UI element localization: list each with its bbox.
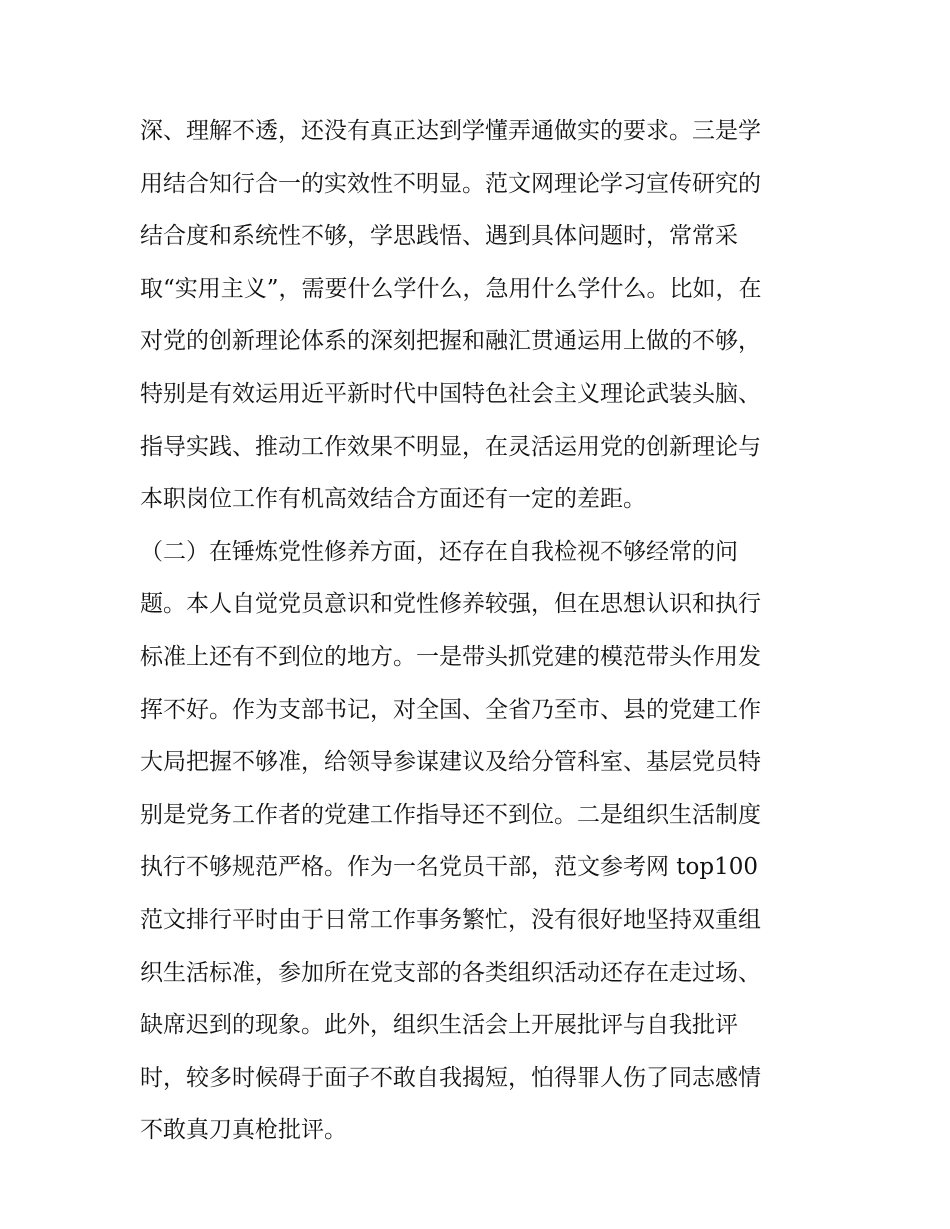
- text-line: 标准上还有不到位的地方。一是带头抓党建的模范带头作用发: [140, 643, 761, 670]
- text-line: 别是党务工作者的党建工作指导还不到位。二是组织生活制度: [140, 801, 761, 828]
- text-line: 不敢真刀真枪批评。: [140, 1117, 347, 1144]
- text-line: 织生活标准，参加所在党支部的各类组织活动还存在走过场、: [140, 959, 761, 986]
- text-line: 深、理解不透，还没有真正达到学懂弄通做实的要求。三是学: [140, 118, 761, 144]
- text-line: 挥不好。作为支部书记，对全国、全省乃至市、县的党建工作: [140, 696, 761, 723]
- text-line: 指导实践、推动工作效果不明显，在灵活运用党的创新理论与: [140, 433, 761, 460]
- text-line: 范文排行平时由于日常工作事务繁忙，没有很好地坚持双重组: [140, 906, 761, 933]
- text-line: 结合度和系统性不够，学思践悟、遇到具体问题时，常常采: [140, 223, 738, 250]
- text-line: 对党的创新理论体系的深刻把握和融汇贯通运用上做的不够，: [140, 328, 761, 355]
- text-line: 特别是有效运用近平新时代中国特色社会主义理论武装头脑、: [140, 380, 761, 407]
- text-line: 题。本人自觉党员意识和党性修养较强，但在思想认识和执行: [140, 591, 761, 618]
- text-line: 缺席迟到的现象。此外，组织生活会上开展批评与自我批评: [140, 1012, 738, 1039]
- text-line: 本职岗位工作有机高效结合方面还有一定的差距。: [140, 486, 646, 513]
- body-text: [140, 105, 820, 1157]
- section-heading-line: （二）在锤炼党性修养方面，还存在自我检视不够经常的问: [140, 538, 738, 565]
- text-line: 执行不够规范严格。作为一名党员干部，范文参考网 top100: [140, 854, 759, 881]
- text-line: 大局把握不够准，给领导参谋建议及给分管科室、基层党员特: [140, 749, 761, 776]
- text-line: 时，较多时候碍于面子不敢自我揭短，怕得罪人伤了同志感情: [140, 1064, 761, 1091]
- text-line: 用结合知行合一的实效性不明显。范文网理论学习宣传研究的: [140, 170, 761, 197]
- text-line: 取“实用主义”，需要什么学什么，急用什么学什么。比如，在: [140, 275, 762, 302]
